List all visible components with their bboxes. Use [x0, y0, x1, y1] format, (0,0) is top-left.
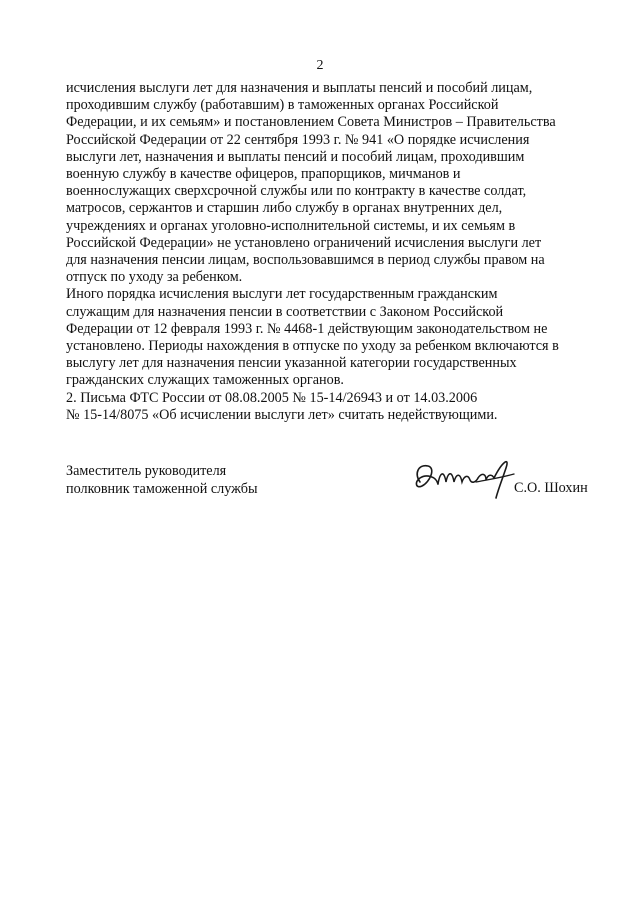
- paragraph-invalid-letters: 2. Письма ФТС России от 08.08.2005 № 15-14/26943 и от 14.03.2006 № 15-14/8075 «Об исчислении выслуги лет» считать недействующими.: [66, 389, 498, 423]
- paragraph-pension-calculation: исчисления выслуги лет для назначения и выплаты пенсий и пособий лицам, проходившим службу (работавшим) в таможенных органах Российской Федерации, и их семьям» и постановлением Совета Министров – Правительства Российской Федерации от 22 сентября 1993 г. № 941 «О порядке исчисления выслуги лет, назначения и выплаты пенсий и пособий лицам, проходившим военную службу в качестве офицеров, прапорщиков, мичманов и военнослужащих сверхсрочной службы или по контракту в качестве солдат, матросов, сержантов и старшин либо службу в органах внутренних дел, учреждениях и органах уголовно-исполнительной системы, и их семьям в Российской Федерации» не установлено ограничений исчисления выслуги лет для назначения пенсии лицам, воспользовавшимся в период службы правом на отпуск по уходу за ребенком.: [66, 80, 556, 286]
- signatory-position: [66, 462, 258, 498]
- handwritten-signature: [406, 452, 526, 502]
- signatory-position-line2: полковник таможенной службы: [66, 481, 258, 497]
- paragraph-civil-servants: Иного порядка исчисления выслуги лет государственным гражданским служащим для назначения пенсии в соответствии с Законом Российской Федерации от 12 февраля 1993 г. № 4468-1 действующим законодательством не установлено. Периоды нахождения в отпуске по уходу за ребенком включаются в выслугу лет для назначения пенсии указанной категории государственных гражданских служащих таможенных органов.: [66, 286, 559, 389]
- signatory-name: С.О. Шохин: [514, 480, 588, 496]
- signatory-position-line1: Заместитель руководителя: [66, 463, 227, 479]
- document-body: [66, 80, 588, 424]
- signature-block: [66, 462, 606, 512]
- page-number: 2: [316, 58, 324, 73]
